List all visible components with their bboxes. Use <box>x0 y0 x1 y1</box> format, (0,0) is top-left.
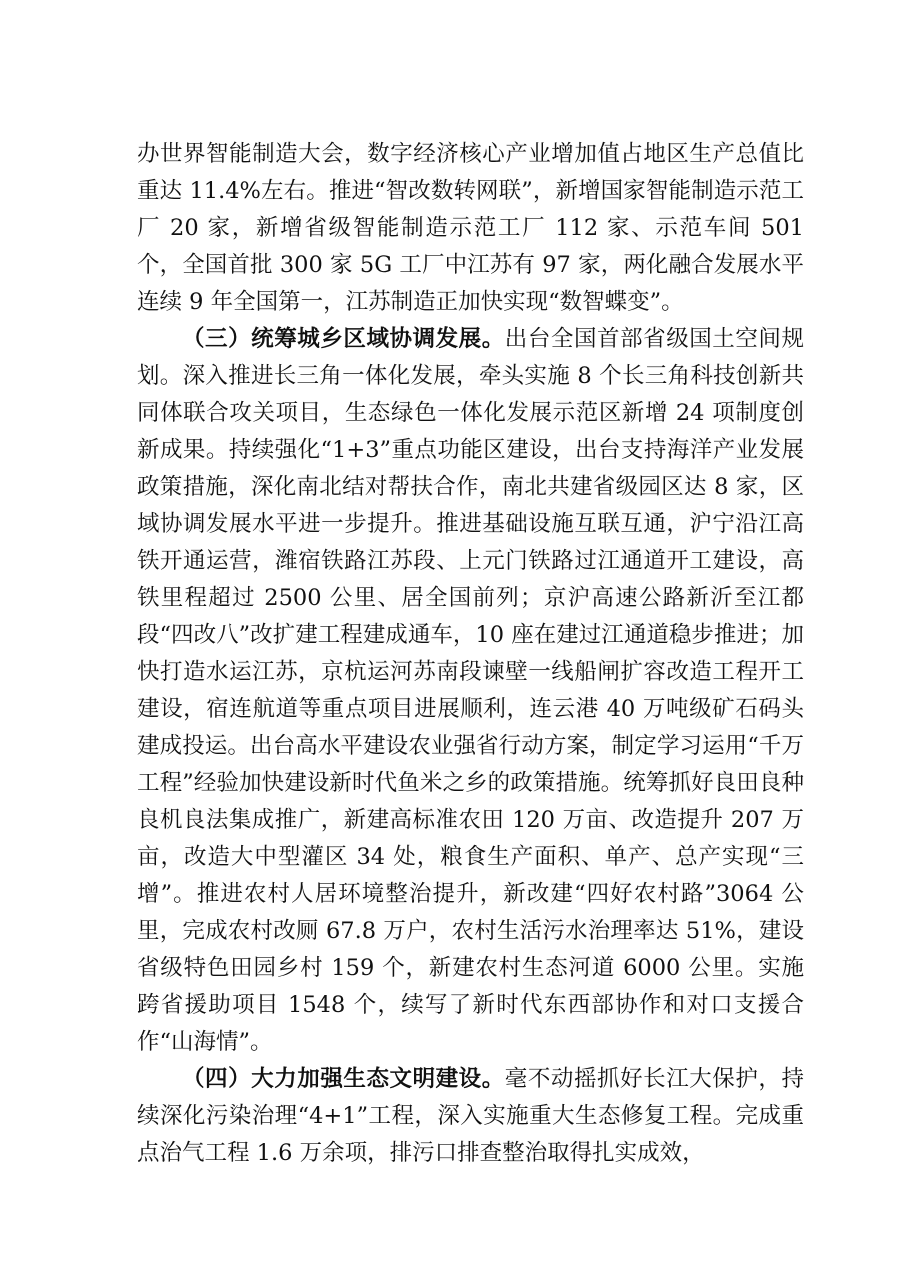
paragraph-section-three <box>137 321 804 1061</box>
paragraph-text: 出台全国首部省级国土空间规划。深入推进长三角一体化发展，牵头实施 8 个长三角科技创新共同体联合攻关项目，生态绿色一体化发展示范区新增 24 项制度创新成果。持续强化“1+3”重点功能区建设，出台支持海洋产业发展政策措施，深化南北结对帮扶合作，南北共建省级园区达 8 家，区域协调发展水平进一步提升。推进基础设施互联互通，沪宁沿江高铁开通运营，潍宿铁路江苏段、上元门铁路过江通道开工建设，高铁里程超过 2500 公里、居全国前列；京沪高速公路新沂至江都段“四改八”改扩建工程建成通车，10 座在建过江通道稳步推进；加快打造水运江苏，京杭运河苏南段谏壁一线船闸扩容改造工程开工建设，宿连航道等重点项目进展顺利，连云港 40 万吨级矿石码头建成投运。出台高水平建设农业强省行动方案，制定学习运用“千万工程”经验加快建设新时代鱼米之乡的政策措施。统筹抓好良田良种良机良法集成推广，新建高标准农田 120 万亩、改造提升 207 万亩，改造大中型灌区 34 处，粮食生产面积、单产、总产实现“三增”。推进农村人居环境整治提升，新改建“四好农村路”3064 公里，完成农村改厕 67.8 万户，农村生活污水治理率达 51%，建设省级特色田园乡村 159 个，新建农村生态河道 6000 公里。实施跨省援助项目 1548 个，续写了新时代东西部协作和对口支援合作“山海情”。 <box>137 326 804 1055</box>
paragraph-text: 办世界智能制造大会，数字经济核心产业增加值占地区生产总值比重达 11.4%左右。推进“智改数转网联”，新增国家智能制造示范工厂 20 家，新增省级智能制造示范工厂 112 家、示范车间 501 个，全国首批 300 家 5G 工厂中江苏有 97 家，两化融合发展水平连续 9 年全国第一，江苏制造正加快实现“数智蝶变”。 <box>137 141 804 315</box>
paragraph-text: 毫不动摇抓好长江大保护，持续深化污染治理“4+1”工程，深入实施重大生态修复工程。完成重点治气工程 1.6 万余项，排污口排查整治取得扎实成效， <box>137 1066 804 1166</box>
paragraph-continuation <box>137 136 804 321</box>
document-page <box>137 136 804 1172</box>
section-heading-four: （四）大力加强生态文明建设。 <box>182 1066 505 1092</box>
section-heading-three: （三）统筹城乡区域协调发展。 <box>182 326 505 352</box>
paragraph-section-four <box>137 1061 804 1172</box>
